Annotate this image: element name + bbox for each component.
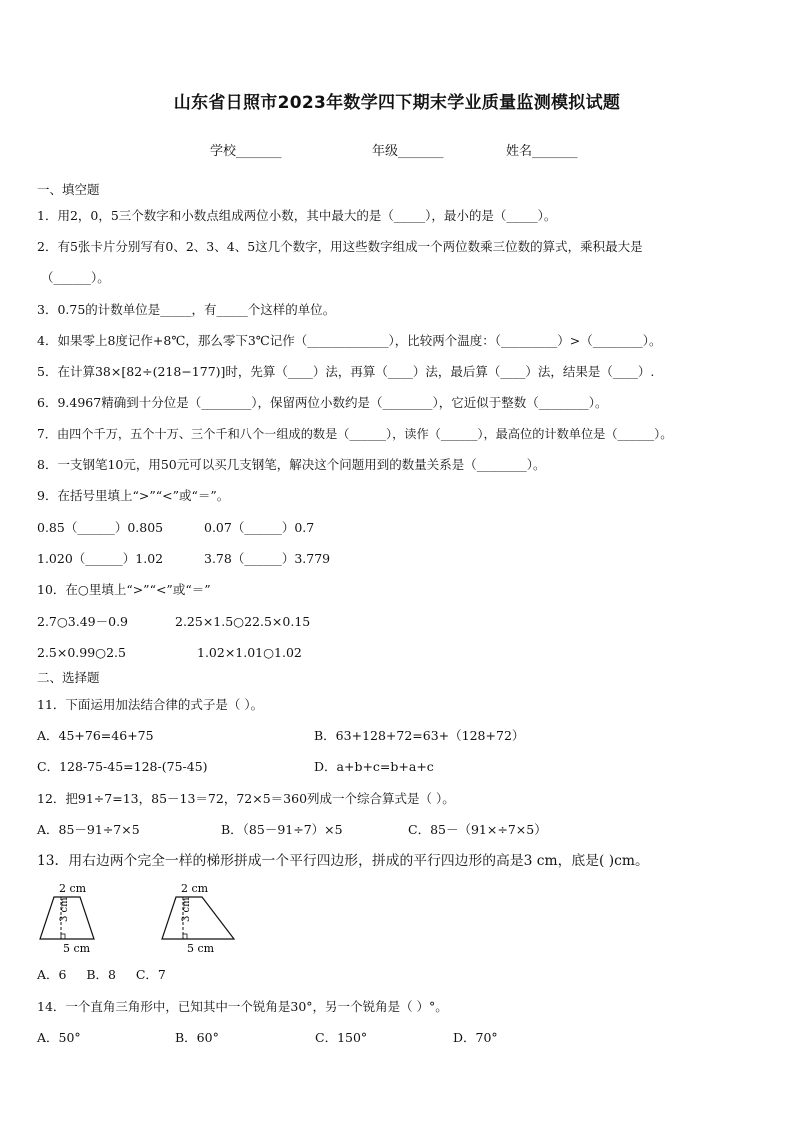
question-7: 7．由四个千万，五个十万、三个千和八个一组成的数是（______），读作（______），最高位的计数单位是（______）。 (37, 427, 673, 441)
trapezoid-bottom-label: 5 cm (63, 942, 91, 955)
question-9-item-1: 0.85（______）0.805 (37, 520, 164, 535)
question-11-option-b: B．63+128+72=63+（128+72） (314, 728, 525, 743)
question-13: 13．用右边两个完全一样的梯形拼成一个平行四边形，拼成的平行四边形的高是3 cm，底是( )cm。 (37, 853, 649, 869)
question-9-item-3: 1.020（______）1.02 (37, 551, 164, 566)
trapezoid-bottom-label: 5 cm (187, 942, 215, 955)
question-10-item-3: 2.5×0.99○2.5 (37, 645, 126, 660)
page-title: 山东省日照市2023年数学四下期末学业质量监测模拟试题 (173, 93, 621, 113)
question-13-options: A．6 B．8 C．7 (37, 967, 166, 982)
question-4: 4．如果零上8度记作+8℃，那么零下3℃记作（_____________），比较两个温度：（_________）>（________）。 (37, 333, 662, 348)
trapezoid-top-label: 2 cm (59, 882, 87, 895)
question-10-item-1: 2.7○3.49－0.9 (37, 614, 128, 629)
trapezoid-figure-1 (36, 880, 98, 956)
section-heading-choice: 二、选择题 (37, 670, 100, 685)
trapezoid-top-label: 2 cm (181, 882, 209, 895)
question-14: 14．一个直角三角形中，已知其中一个锐角是30°，另一个锐角是（ ）°。 (37, 999, 448, 1014)
question-11-option-d: D．a+b+c=b+a+c (314, 759, 434, 774)
question-12-option-c: C．85－（91×÷7×5） (408, 822, 547, 837)
question-11: 11．下面运用加法结合律的式子是（ ）。 (37, 697, 264, 712)
question-14-option-a: A．50° (37, 1030, 81, 1045)
school-field: 学校_______ (210, 144, 282, 159)
question-14-option-d: D．70° (453, 1030, 498, 1045)
question-2-answer: （______）。 (41, 270, 110, 285)
question-10: 10．在○里填上“>”“<”或“＝” (37, 582, 211, 597)
question-2: 2．有5张卡片分别写有0、2、3、4、5这几个数字，用这些数字组成一个两位数乘三位数的算式，乘积最大是 (37, 239, 643, 254)
question-12-option-a: A．85－91÷7×5 (37, 822, 140, 837)
question-10-item-4: 1.02×1.01○1.02 (197, 645, 302, 660)
question-3: 3．0.75的计数单位是_____，有_____个这样的单位。 (37, 302, 336, 317)
question-9: 9．在括号里填上“>”“<”或“＝”。 (37, 488, 230, 503)
section-heading-fill-in: 一、填空题 (37, 182, 100, 197)
question-12: 12．把91÷7=13，85－13＝72，72×5＝360列成一个综合算式是（ ）。 (37, 791, 455, 806)
grade-field: 年级_______ (372, 144, 444, 159)
question-10-item-2: 2.25×1.5○22.5×0.15 (175, 614, 311, 629)
question-11-option-a: A．45+76=46+75 (37, 728, 154, 743)
question-9-item-2: 0.07（______）0.7 (204, 520, 315, 535)
question-14-option-c: C．150° (315, 1030, 368, 1045)
question-5: 5．在计算38×[82÷(218−177)]时，先算（____）法，再算（____）法，最后算（____）法，结果是（____）. (37, 364, 655, 379)
name-field: 姓名_______ (506, 144, 578, 159)
question-1: 1．用2，0，5三个数字和小数点组成两位小数，其中最大的是（_____），最小的是（_____）。 (37, 208, 557, 223)
trapezoid-figure-2 (158, 880, 238, 956)
trapezoid-height-label: 3 cm (59, 897, 70, 922)
question-9-item-4: 3.78（______）3.779 (204, 551, 331, 566)
trapezoid-height-label: 3 cm (181, 897, 192, 922)
question-8: 8．一支钢笔10元，用50元可以买几支钢笔，解决这个问题用到的数量关系是（________）。 (37, 457, 546, 472)
question-12-option-b: B．（85－91÷7）×5 (221, 822, 343, 837)
question-6: 6．9.4967精确到十分位是（________），保留两位小数约是（________），它近似于整数（________）。 (37, 395, 608, 410)
question-11-option-c: C．128-75-45=128-(75-45) (37, 759, 208, 774)
question-14-option-b: B．60° (175, 1030, 219, 1045)
